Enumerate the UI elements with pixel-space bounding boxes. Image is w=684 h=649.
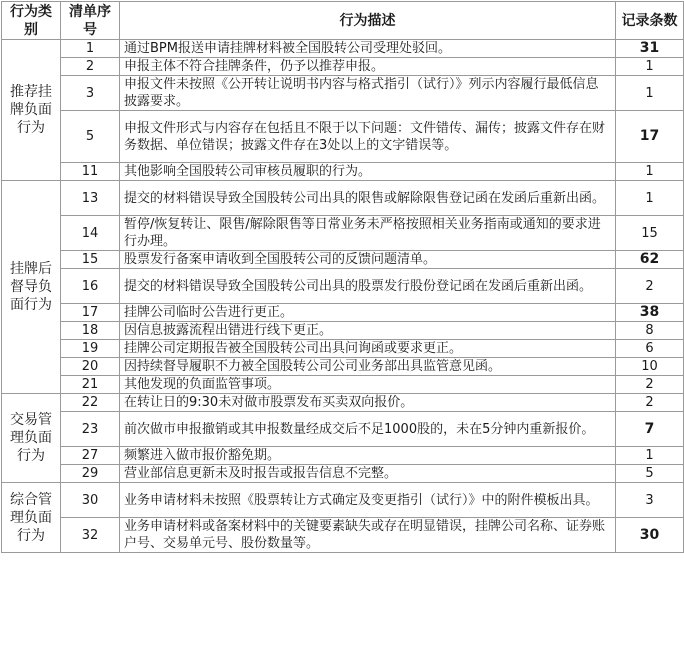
seq-cell: 16 <box>61 269 120 304</box>
count-cell: 31 <box>616 40 684 58</box>
description-cell: 挂牌公司临时公告进行更正。 <box>120 304 616 322</box>
seq-cell: 32 <box>61 518 120 553</box>
table-row <box>2 181 684 216</box>
negative-behavior-table <box>1 1 684 553</box>
count-cell: 1 <box>616 58 684 76</box>
category-cell: 综合管理负面行为 <box>2 483 61 553</box>
table-row <box>2 251 684 269</box>
table-row <box>2 412 684 447</box>
seq-cell: 19 <box>61 340 120 358</box>
description-cell: 通过BPM报送申请挂牌材料被全国股转公司受理处驳回。 <box>120 40 616 58</box>
description-cell: 营业部信息更新未及时报告或报告信息不完整。 <box>120 465 616 483</box>
count-cell: 17 <box>616 111 684 163</box>
seq-cell: 17 <box>61 304 120 322</box>
count-cell: 62 <box>616 251 684 269</box>
table-row <box>2 76 684 111</box>
seq-cell: 15 <box>61 251 120 269</box>
table-row <box>2 376 684 394</box>
count-cell: 6 <box>616 340 684 358</box>
seq-cell: 3 <box>61 76 120 111</box>
description-cell: 因持续督导履职不力被全国股转公司公司业务部出具监管意见函。 <box>120 358 616 376</box>
seq-cell: 2 <box>61 58 120 76</box>
table-row <box>2 269 684 304</box>
count-cell: 1 <box>616 447 684 465</box>
count-cell: 2 <box>616 269 684 304</box>
description-cell: 因信息披露流程出错进行线下更正。 <box>120 322 616 340</box>
table-row <box>2 163 684 181</box>
table-row <box>2 447 684 465</box>
count-cell: 2 <box>616 394 684 412</box>
category-cell: 推荐挂牌负面行为 <box>2 40 61 181</box>
description-cell: 其他发现的负面监管事项。 <box>120 376 616 394</box>
table-row <box>2 58 684 76</box>
count-cell: 5 <box>616 465 684 483</box>
count-cell: 7 <box>616 412 684 447</box>
description-cell: 申报文件形式与内容存在包括且不限于以下问题：文件错传、漏传；披露文件存在财务数据、单位错误；披露文件存在3处以上的文字错误等。 <box>120 111 616 163</box>
seq-cell: 29 <box>61 465 120 483</box>
count-cell: 1 <box>616 76 684 111</box>
header-description: 行为描述 <box>120 2 616 40</box>
seq-cell: 13 <box>61 181 120 216</box>
count-cell: 30 <box>616 518 684 553</box>
count-cell: 15 <box>616 216 684 251</box>
description-cell: 业务申请材料或备案材料中的关键要素缺失或存在明显错误，挂牌公司名称、证券账户号、交易单元号、股份数量等。 <box>120 518 616 553</box>
category-cell: 交易管理负面行为 <box>2 394 61 483</box>
seq-cell: 1 <box>61 40 120 58</box>
seq-cell: 11 <box>61 163 120 181</box>
count-cell: 2 <box>616 376 684 394</box>
seq-cell: 22 <box>61 394 120 412</box>
description-cell: 挂牌公司定期报告被全国股转公司出具问询函或要求更正。 <box>120 340 616 358</box>
table-row <box>2 40 684 58</box>
description-cell: 频繁进入做市报价豁免期。 <box>120 447 616 465</box>
seq-cell: 23 <box>61 412 120 447</box>
description-cell: 在转让日的9:30未对做市股票发布买卖双向报价。 <box>120 394 616 412</box>
description-cell: 股票发行备案申请收到全国股转公司的反馈问题清单。 <box>120 251 616 269</box>
seq-cell: 20 <box>61 358 120 376</box>
seq-cell: 30 <box>61 483 120 518</box>
table-row <box>2 358 684 376</box>
count-cell: 3 <box>616 483 684 518</box>
table-row <box>2 340 684 358</box>
table-row <box>2 304 684 322</box>
seq-cell: 18 <box>61 322 120 340</box>
description-cell: 暂停/恢复转让、限售/解除限售等日常业务未严格按照相关业务指南或通知的要求进行办理。 <box>120 216 616 251</box>
category-cell: 挂牌后督导负面行为 <box>2 181 61 394</box>
count-cell: 1 <box>616 181 684 216</box>
description-cell: 业务申请材料未按照《股票转让方式确定及变更指引（试行）》中的附件模板出具。 <box>120 483 616 518</box>
description-cell: 前次做市申报撤销或其申报数量经成交后不足1000股的，未在5分钟内重新报价。 <box>120 412 616 447</box>
count-cell: 1 <box>616 163 684 181</box>
count-cell: 38 <box>616 304 684 322</box>
table-row <box>2 394 684 412</box>
table-row <box>2 465 684 483</box>
seq-cell: 21 <box>61 376 120 394</box>
description-cell: 申报主体不符合挂牌条件，仍予以推荐申报。 <box>120 58 616 76</box>
count-cell: 8 <box>616 322 684 340</box>
table-row <box>2 483 684 518</box>
description-cell: 提交的材料错误导致全国股转公司出具的股票发行股份登记函在发函后重新出函。 <box>120 269 616 304</box>
table-row <box>2 518 684 553</box>
header-category: 行为类别 <box>2 2 61 40</box>
count-cell: 10 <box>616 358 684 376</box>
table-row <box>2 322 684 340</box>
seq-cell: 14 <box>61 216 120 251</box>
table-row <box>2 111 684 163</box>
header-seq: 清单序号 <box>61 2 120 40</box>
description-cell: 提交的材料错误导致全国股转公司出具的限售或解除限售登记函在发函后重新出函。 <box>120 181 616 216</box>
table-header-row <box>2 2 684 40</box>
seq-cell: 27 <box>61 447 120 465</box>
description-cell: 申报文件未按照《公开转让说明书内容与格式指引（试行）》列示内容履行最低信息披露要求。 <box>120 76 616 111</box>
header-count: 记录条数 <box>616 2 684 40</box>
description-cell: 其他影响全国股转公司审核员履职的行为。 <box>120 163 616 181</box>
table-row <box>2 216 684 251</box>
seq-cell: 5 <box>61 111 120 163</box>
